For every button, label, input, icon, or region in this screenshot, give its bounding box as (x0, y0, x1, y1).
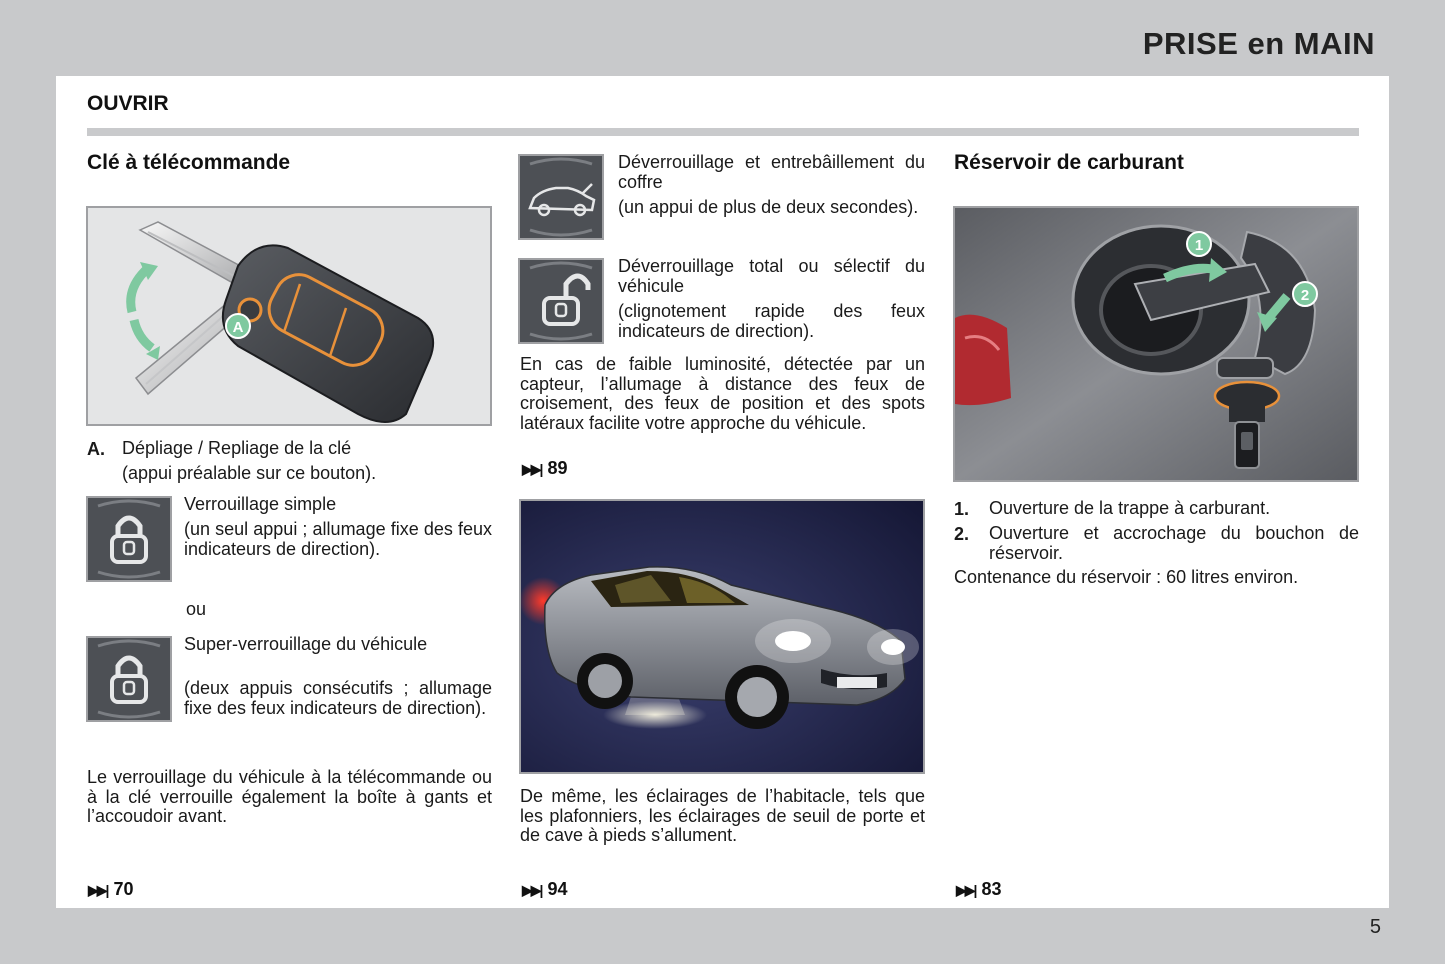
total-unlock-desc: (clignotement rapide des feux indicateurs de direction). (618, 301, 925, 341)
lock-simple-desc: (un seul appui ; allumage fixe des feux indicateurs de direction). (184, 519, 492, 559)
item-a-line1: Dépliage / Repliage de la clé (122, 438, 352, 458)
section-divider (87, 128, 1359, 136)
fuel-item-1: Ouverture de la trappe à carburant. (989, 498, 1271, 518)
fuel-callout-1: 1 (1194, 237, 1204, 254)
illuminated-car-drawing (521, 501, 923, 772)
forward-icon: ▶▶| (956, 882, 976, 898)
fuel-capacity: Contenance du réservoir : 60 litres environ. (954, 567, 1299, 587)
section-title: OUVRIR (87, 92, 169, 115)
key-callout-a: A (232, 319, 244, 336)
trunk-button-icon (518, 154, 604, 240)
lock-button-icon-2 (86, 636, 172, 722)
lock-simple-title: Verrouillage simple (184, 494, 337, 514)
super-lock-title: Super-verrouillage du véhicule (184, 634, 428, 654)
page-header (0, 0, 1445, 76)
page-ref-83[interactable]: ▶▶| 83 (956, 879, 1002, 899)
fuel-item-2: Ouverture et accrochage du bouchon de réservoir. (989, 523, 1359, 563)
car-lighting-photo (519, 499, 925, 774)
item-a-marker: A. (87, 439, 105, 459)
trunk-unlock-desc: (un appui de plus de deux secondes). (618, 197, 919, 217)
trunk-unlock-title: Déverrouillage et entrebâillement du coffre (618, 152, 925, 192)
fuel-tank-title: Réservoir de carburant (954, 151, 1184, 174)
fuel-item-1-num: 1. (954, 499, 970, 519)
fuel-callout-2: 2 (1300, 287, 1310, 304)
forward-icon: ▶▶| (522, 461, 542, 477)
forward-icon: ▶▶| (522, 882, 542, 898)
or-text: ou (186, 599, 207, 619)
remote-key-title: Clé à télécommande (87, 151, 291, 174)
total-unlock-title: Déverrouillage total ou sélectif du véhicule (618, 256, 925, 296)
forward-icon: ▶▶| (88, 882, 108, 898)
lock-button-icon-1 (86, 496, 172, 582)
item-a-line2: (appui préalable sur ce bouton). (122, 463, 377, 483)
approach-lighting-text: En cas de faible luminosité, détectée par un capteur, l’allumage à distance des feux de croisement, des feux de position et des spots latéraux facilite votre approche du véhicule. (520, 354, 925, 433)
page-ref-89[interactable]: ▶▶| 89 (522, 458, 568, 478)
fuel-flap-illustration (953, 206, 1359, 482)
remote-key-illustration (86, 206, 492, 426)
page-ref-94[interactable]: ▶▶| 94 (522, 879, 568, 899)
interior-lighting-text: De même, les éclairages de l’habitacle, tels que les plafonniers, les éclairages de seuil de porte et de cave à pieds s’allument. (520, 786, 925, 845)
fuel-cap-drawing (955, 208, 1357, 480)
super-lock-desc: (deux appuis consécutifs ; allumage fixe des feux indicateurs de direction). (184, 678, 492, 718)
remote-key-drawing (88, 208, 490, 424)
fuel-item-2-num: 2. (954, 524, 970, 544)
page-number: 5 (1369, 916, 1381, 938)
lock-note: Le verrouillage du véhicule à la télécommande ou à la clé verrouille également la boîte à gants et l’accoudoir avant. (87, 767, 492, 826)
unlock-button-icon (518, 258, 604, 344)
page-title: PRISE en MAIN (1142, 26, 1375, 61)
page-ref-70[interactable]: ▶▶| 70 (88, 879, 134, 899)
